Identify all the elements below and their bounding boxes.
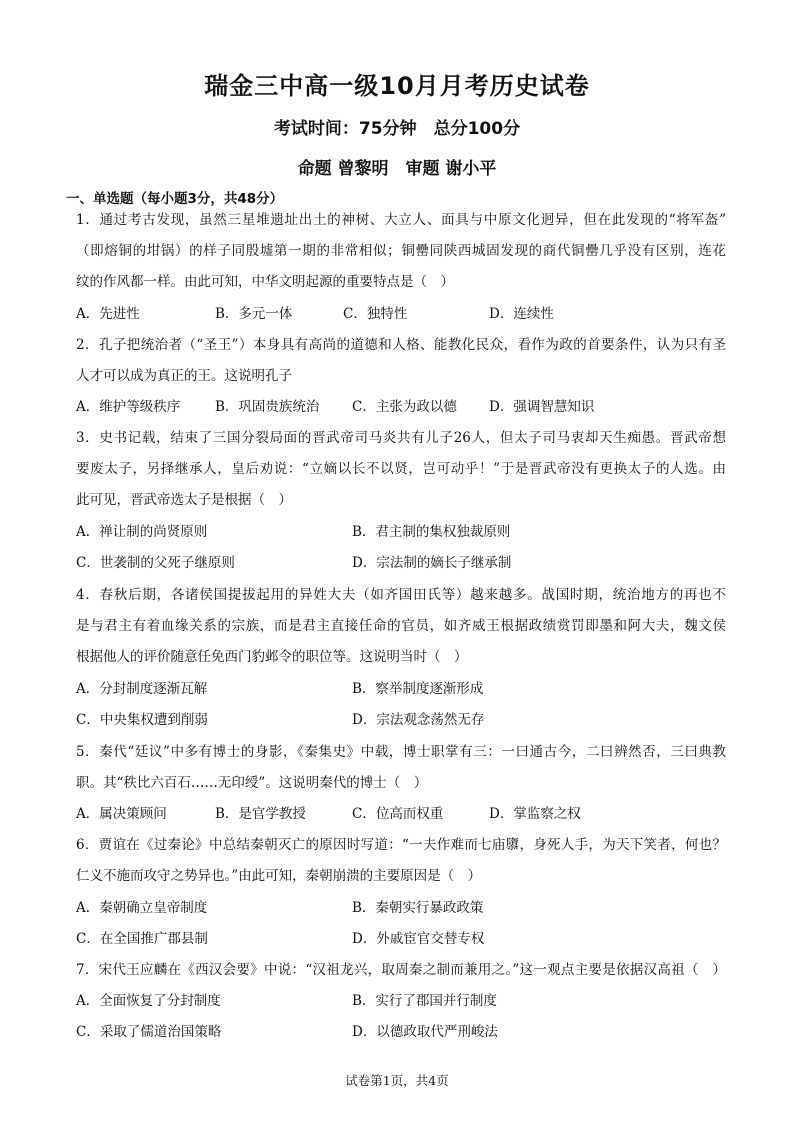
question-4-option-c: C．中央集权遭到削弱: [76, 712, 208, 728]
question-1-line-1: 1．通过考古发现，虽然三星堆遗址出土的神树、大立人、面具与中原文化迥异，但在此发现的“将军盔”: [76, 212, 726, 228]
question-2-option-a: A．维护等级秩序: [76, 399, 181, 415]
question-4-option-a: A．分封制度逐渐瓦解: [76, 681, 208, 697]
question-2-line-2: 人才可以成为真正的王。这说明孔子: [76, 368, 292, 384]
question-1-option-c: C．独特性: [343, 306, 408, 322]
question-3-option-b: B．君主制的集权独裁原则: [352, 524, 511, 540]
question-4-option-b: B．察举制度逐渐形成: [352, 681, 484, 697]
question-5-option-b: B．是官学教授: [215, 806, 306, 822]
question-6-option-a: A．秦朝确立皇帝制度: [76, 900, 208, 916]
question-3-line-3: 此可见，晋武帝选太子是根据（ ）: [76, 492, 292, 508]
question-6-option-b: B．秦朝实行暴政政策: [352, 900, 484, 916]
question-6-line-1: 6．贾谊在《过秦论》中总结秦朝灭亡的原因时写道：“一夫作难而七庙隳，身死人手，为天下笑者，何也？: [76, 837, 726, 853]
question-5-option-c: C．位高而权重: [352, 806, 444, 822]
question-4-line-3: 根据他人的评价随意任免西门豹邺令的职位等。这说明当时（ ）: [76, 649, 468, 665]
question-7-option-a: A．全面恢复了分封制度: [76, 993, 221, 1009]
question-1-line-3: 纹的作风都一样。由此可知，中华文明起源的重要特点是（ ）: [76, 274, 454, 290]
question-7-option-b: B．实行了郡国并行制度: [352, 993, 497, 1009]
question-5-option-a: A．属决策顾问: [76, 806, 167, 822]
page-footer: 试卷第1页，共4页: [345, 1073, 449, 1088]
question-1-option-d: D．连续性: [489, 306, 554, 322]
question-4-option-d: D．宗法观念荡然无存: [352, 712, 485, 728]
exam-info: 考试时间：75分钟 总分100分: [273, 119, 521, 139]
exam-authors: 命题 曾黎明 审题 谢小平: [297, 159, 497, 179]
question-2-option-c: C．主张为政以德: [352, 399, 457, 415]
question-1-option-b: B．多元一体: [215, 306, 293, 322]
question-2-line-1: 2．孔子把统治者（“圣王”）本身具有高尚的道德和人格、能教化民众，看作为政的首要条件，认为只有圣: [76, 337, 726, 353]
question-3-option-a: A．禅让制的尚贤原则: [76, 524, 208, 540]
question-5-line-2: 职。其“秩比六百石……无印绶”。这说明秦代的博士（ ）: [76, 775, 428, 791]
question-7-option-d: D．以德政取代严刑峻法: [352, 1024, 498, 1040]
question-2-option-d: D．强调智慧知识: [489, 399, 595, 415]
question-3-line-1: 3．史书记载，结束了三国分裂局面的晋武帝司马炎共有儿子26人，但太子司马衷却天生痴愚。晋武帝想: [76, 430, 726, 446]
question-3-line-2: 要废太子，另择继承人，皇后劝说：“立嫡以长不以贤，岂可动乎！”于是晋武帝没有更换太子的人选。由: [76, 461, 726, 477]
question-1-option-a: A．先进性: [76, 306, 140, 322]
question-7-option-c: C．采取了儒道治国策略: [76, 1024, 222, 1040]
question-4-line-2: 是与君主有着血缘关系的宗族，而是君主直接任命的官员，如齐威王根据政绩赏罚即墨和阿大夫，魏文侯: [76, 618, 726, 634]
question-4-line-1: 4．春秋后期，各诸侯国提拔起用的异姓大夫（如齐国田氏等）越来越多。战国时期，统治地方的再也不: [76, 587, 726, 603]
question-6-option-d: D．外戚宦官交替专权: [352, 931, 485, 947]
exam-title: 瑞金三中高一级10月月考历史试卷: [204, 72, 590, 100]
question-1-line-2: （即熔铜的坩锅）的样子同殷墟第一期的非常相似；铜罍同陕西城固发现的商代铜罍几乎没有区别，连花: [76, 243, 726, 259]
question-5-option-d: D．掌监察之权: [489, 806, 581, 822]
question-7-line-1: 7．宋代王应麟在《西汉会要》中说：“汉祖龙兴，取周秦之制而兼用之。”这一观点主要是依据汉高祖（ ）: [76, 962, 726, 978]
question-6-option-c: C．在全国推广郡县制: [76, 931, 208, 947]
question-3-option-d: D．宗法制的嫡长子继承制: [352, 555, 512, 571]
question-6-line-2: 仁义不施而攻守之势异也。”由此可知，秦朝崩溃的主要原因是（ ）: [76, 868, 482, 884]
question-5-line-1: 5．秦代“廷议”中多有博士的身影，《秦集史》中载，博士职掌有三：一曰通古今，二曰辨然否，三曰典教: [76, 744, 726, 760]
section-heading: 一、单选题（每小题3分，共48分）: [66, 191, 284, 207]
question-2-option-b: B．巩固贵族统治: [215, 399, 320, 415]
question-3-option-c: C．世袭制的父死子继原则: [76, 555, 235, 571]
